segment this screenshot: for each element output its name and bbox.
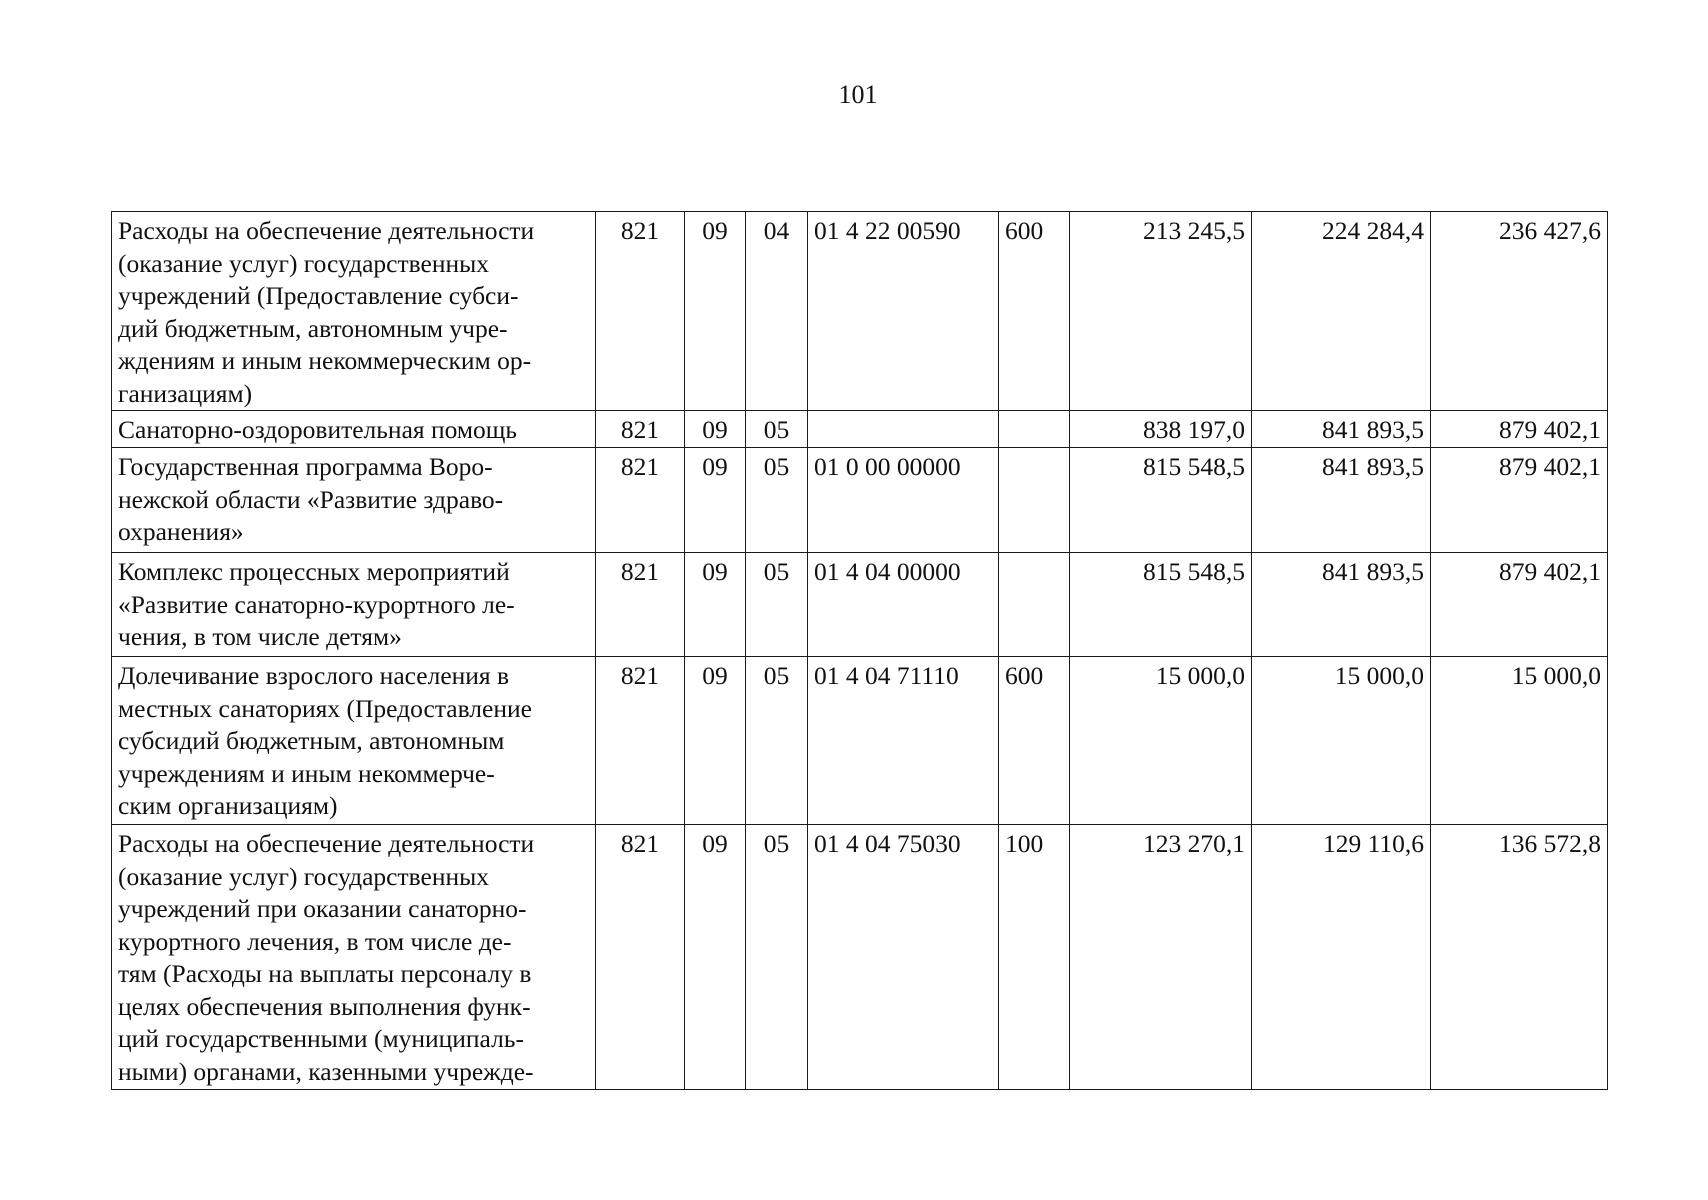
expense-type-cell: [999, 411, 1070, 448]
expense-name-line: тям (Расходы на выплаты персоналу в: [118, 959, 532, 988]
expense-type-cell: [999, 553, 1070, 657]
target-article-cell: 01 4 04 00000: [808, 553, 999, 657]
expense-name-cell: [112, 212, 596, 411]
amount-year-2-cell: 224 284,4: [1252, 212, 1431, 411]
section-code-cell: 09: [685, 212, 746, 411]
section-code-cell: 09: [685, 553, 746, 657]
ministry-code-cell: 821: [596, 448, 685, 553]
expense-type-cell: [999, 448, 1070, 553]
amount-year-3-cell: 879 402,1: [1431, 448, 1608, 553]
page-number: 101: [838, 80, 878, 109]
subsection-code-cell: 05: [746, 448, 808, 553]
expense-name-cell: [112, 825, 596, 1090]
subsection-code-cell: 05: [746, 411, 808, 448]
target-article-cell: 01 0 00 00000: [808, 448, 999, 553]
table-row: [112, 553, 1608, 657]
ministry-code-cell: 821: [596, 657, 685, 825]
target-article-cell: [808, 411, 999, 448]
expense-name-line: учреждений (Предоставление субси-: [118, 281, 519, 310]
amount-year-3-cell: 879 402,1: [1431, 553, 1608, 657]
ministry-code-cell: 821: [596, 411, 685, 448]
expense-name-line: Долечивание взрослого населения в: [118, 661, 510, 690]
amount-year-1-cell: 15 000,0: [1070, 657, 1252, 825]
table-row: [112, 411, 1608, 448]
expense-name-line: целях обеспечения выполнения функ-: [118, 991, 531, 1021]
expense-name-line: Расходы на обеспечение деятельности: [118, 216, 535, 245]
amount-year-3-cell: 136 572,8: [1431, 825, 1608, 1090]
amount-year-1-cell: 123 270,1: [1070, 825, 1252, 1090]
expense-type-cell: 100: [999, 825, 1070, 1090]
expense-name-cell: [112, 448, 596, 553]
expense-name-line: курортного лечения, в том числе де-: [118, 926, 512, 956]
expense-name-line: Санаторно-оздоровительная помощь: [118, 415, 518, 444]
table-row: [112, 657, 1608, 825]
table-row: [112, 212, 1608, 411]
expense-name-line: учреждений при оказании санаторно-: [118, 894, 527, 923]
ministry-code-cell: 821: [596, 553, 685, 657]
expense-name-line: ными) органами, казенными учрежде-: [118, 1056, 534, 1086]
ministry-code-cell: 821: [596, 212, 685, 411]
target-article-cell: 01 4 22 00590: [808, 212, 999, 411]
amount-year-2-cell: 841 893,5: [1252, 553, 1431, 657]
target-article-cell: 01 4 04 75030: [808, 825, 999, 1090]
table-row: [112, 448, 1608, 553]
expense-name-line: ций государственными (муниципаль-: [118, 1024, 524, 1053]
expense-type-cell: 600: [999, 657, 1070, 825]
amount-year-3-cell: 236 427,6: [1431, 212, 1608, 411]
amount-year-1-cell: 815 548,5: [1070, 553, 1252, 657]
expense-name-line: (оказание услуг) государственных: [118, 248, 490, 278]
expense-name-line: «Развитие санаторно-курортного ле-: [118, 589, 515, 619]
expense-name-cell: [112, 657, 596, 825]
amount-year-3-cell: 15 000,0: [1431, 657, 1608, 825]
table-body: [112, 212, 1608, 1090]
amount-year-1-cell: 815 548,5: [1070, 448, 1252, 553]
expense-name-line: местных санаториях (Предоставление: [118, 693, 532, 723]
section-code-cell: 09: [685, 657, 746, 825]
subsection-code-cell: 05: [746, 825, 808, 1090]
subsection-code-cell: 05: [746, 553, 808, 657]
expense-name-line: чения, в том числе детям»: [118, 622, 402, 651]
expense-name-line: субсидий бюджетным, автономным: [118, 726, 505, 755]
expense-name-line: Государственная программа Воро-: [118, 452, 493, 481]
amount-year-2-cell: 841 893,5: [1252, 448, 1431, 553]
expense-name-line: ганизациям): [118, 378, 253, 408]
expense-name-cell: [112, 553, 596, 657]
ministry-code-cell: 821: [596, 825, 685, 1090]
expense-type-cell: 600: [999, 212, 1070, 411]
table-row: [112, 825, 1608, 1090]
expense-name-line: учреждениям и иным некоммерче-: [118, 758, 495, 788]
subsection-code-cell: 05: [746, 657, 808, 825]
expense-name-line: ским организациям): [118, 791, 338, 820]
expense-name-line: Расходы на обеспечение деятельности: [118, 829, 535, 858]
amount-year-1-cell: 213 245,5: [1070, 212, 1252, 411]
expense-name-line: нежской области «Развитие здраво-: [118, 484, 504, 514]
expense-name-line: охранения»: [118, 517, 244, 546]
section-code-cell: 09: [685, 825, 746, 1090]
amount-year-3-cell: 879 402,1: [1431, 411, 1608, 448]
expense-name-line: дий бюджетным, автономным учре-: [118, 313, 508, 343]
expense-name-line: (оказание услуг) государственных: [118, 861, 490, 891]
subsection-code-cell: 04: [746, 212, 808, 411]
expense-name-cell: [112, 411, 596, 448]
expense-name-line: ждениям и иным некоммерческим ор-: [118, 346, 532, 375]
amount-year-2-cell: 15 000,0: [1252, 657, 1431, 825]
section-code-cell: 09: [685, 448, 746, 553]
section-code-cell: 09: [685, 411, 746, 448]
target-article-cell: 01 4 04 71110: [808, 657, 999, 825]
budget-table: [111, 211, 1608, 1090]
amount-year-2-cell: 841 893,5: [1252, 411, 1431, 448]
expense-name-line: Комплекс процессных мероприятий: [118, 557, 510, 586]
amount-year-2-cell: 129 110,6: [1252, 825, 1431, 1090]
amount-year-1-cell: 838 197,0: [1070, 411, 1252, 448]
